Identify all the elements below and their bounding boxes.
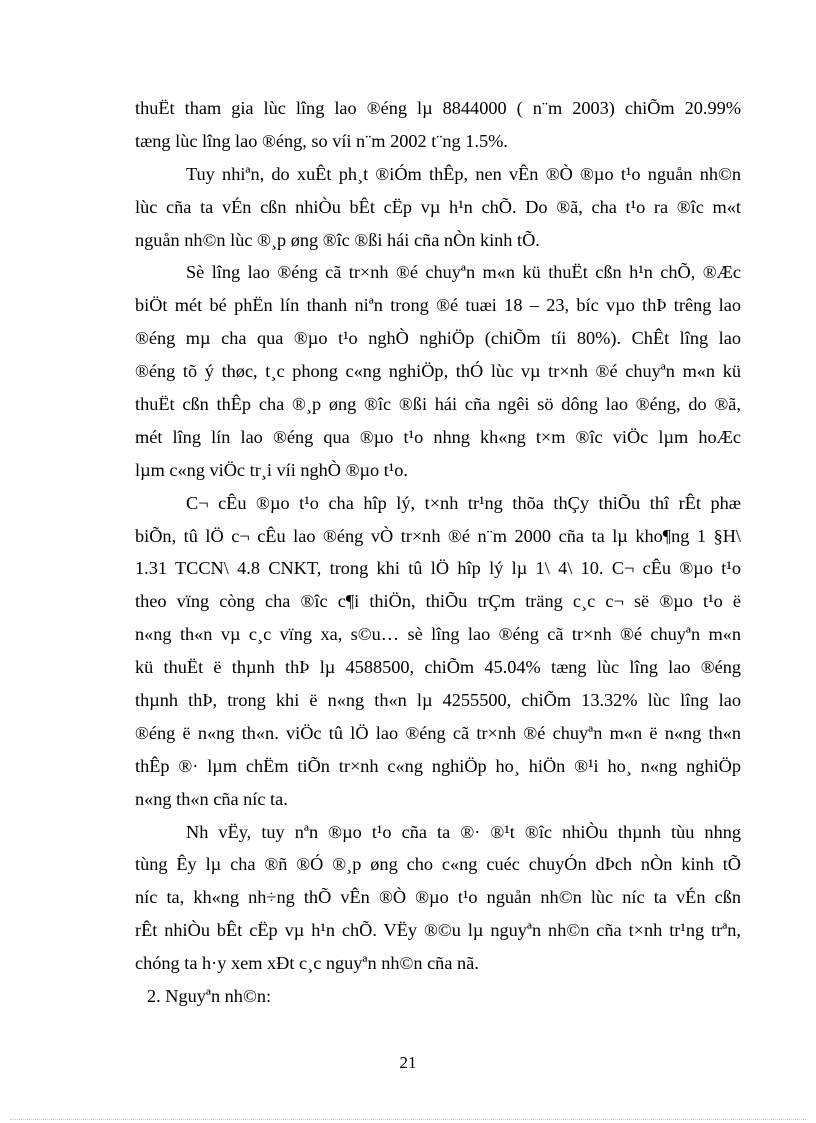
text-line: thuËt tham gia lùc lîng lao ®éng lµ 8844000 ( n¨m 2003) chiÕm 20.99% [135, 98, 741, 118]
text-line: lµm c«ng viÖc tr¸i víi nghÒ ®µo t¹o. [135, 459, 408, 480]
text-line: biÕn, tû lÖ c¬ cÊu lao ®éng vÒ tr×nh ®é n¨m 2000 cña ta lµ kho¶ng 1 §H\ [135, 525, 741, 546]
text-line: tæng lùc lîng lao ®éng, so víi n¨m 2002 t¨ng 1.5%. [135, 130, 508, 151]
text-line: thuËt cßn thÊp cha ®¸p øng ®îc ®ßi hái cña ngêi sö dông lao ®éng, do ®ã, [135, 394, 741, 415]
text-line: kü thuËt ë thµnh thÞ lµ 4588500, chiÕm 45.04% tæng lùc lîng lao ®éng [135, 657, 741, 678]
text-line: ®éng ë n«ng th«n. viÖc tû lÖ lao ®éng cã tr×nh ®é chuyªn m«n ë n«ng th«n [135, 722, 741, 743]
text-line: Tuy nhiªn, do xuÊt ph¸t ®iÓm thÊp, nen vÊn ®Ò ®µo t¹o nguån nh©n [186, 163, 741, 184]
section-heading: 2. Nguyªn nh©n: [147, 986, 272, 1007]
text-line: 1.31 TCCN\ 4.8 CNKT, trong khi tû lÖ hîp lý lµ 1\ 4\ 10. C¬ cÊu ®µo t¹o [135, 558, 741, 579]
text-line: níc ta, kh«ng nh÷ng thÕ vÊn ®Ò ®µo t¹o nguån nh©n lùc níc ta vÉn cßn [135, 887, 741, 908]
text-line: biÖt mét bé phËn lín thanh niªn trong ®é tuæi 18 – 23, bíc vµo thÞ trêng lao [135, 295, 741, 316]
text-line: Nh vËy, tuy nªn ®µo t¹o cña ta ®· ®¹t ®îc nhiÒu thµnh tùu nhng [186, 821, 741, 842]
text-line: n«ng th«n vµ c¸c vïng xa, s©u… sè lîng lao ®éng cã tr×nh ®é chuyªn m«n [135, 624, 741, 645]
text-line: rÊt nhiÒu bÊt cËp vµ h¹n chÕ. VËy ®©u lµ nguyªn nh©n cña t×nh tr¹ng trªn, [135, 920, 741, 941]
text-line: n«ng th«n cña níc ta. [135, 788, 288, 809]
text-line: lùc cña ta vÉn cßn nhiÒu bÊt cËp vµ h¹n chÕ. Do ®ã, cha t¹o ra ®îc m«t [135, 196, 741, 217]
text-line: mét lîng lín lao ®éng qua ®µo t¹o nhng kh«ng t×m ®îc viÖc lµm hoÆc [135, 426, 741, 447]
text-line: chóng ta h·y xem xÐt c¸c nguyªn nh©n cña nã. [135, 953, 479, 974]
text-line: ®éng tõ ý thøc, t¸c phong c«ng nghiÖp, thÓ lùc vµ tr×nh ®é chuyªn m«n kü [135, 361, 741, 382]
text-line: C¬ cÊu ®µo t¹o cha hîp lý, t×nh tr¹ng thõa thÇy thiÕu thî rÊt phæ [186, 492, 741, 513]
text-line: thÊp ®· lµm chËm tiÕn tr×nh c«ng nghiÖp ho¸ hiÖn ®¹i ho¸ n«ng nghiÖp [135, 755, 741, 776]
page-bottom-divider [10, 1119, 806, 1120]
text-line: Sè lîng lao ®éng cã tr×nh ®é chuyªn m«n kü thuËt cßn h¹n chÕ, ®Æc [186, 262, 741, 283]
text-line: theo vïng còng cha ®îc c¶i thiÖn, thiÕu trÇm träng c¸c c¬ së ®µo t¹o ë [135, 591, 741, 612]
body-text [135, 92, 741, 1013]
text-line: thµnh thÞ, trong khi ë n«ng th«n lµ 4255500, chiÕm 13.32% lùc lîng lao [135, 690, 741, 711]
text-line: nguån nh©n lùc ®¸p øng ®îc ®ßi hái cña nÒn kinh tÕ. [135, 229, 540, 250]
text-line: ®éng mµ cha qua ®µo t¹o nghÒ nghiÖp (chiÕm tíi 80%). ChÊt lîng lao [135, 328, 741, 349]
page-number: 21 [399, 1053, 417, 1072]
text-line: tùng Êy lµ cha ®ñ ®Ó ®¸p øng cho c«ng cuéc chuyÓn dÞch nÒn kinh tÕ [135, 854, 741, 875]
